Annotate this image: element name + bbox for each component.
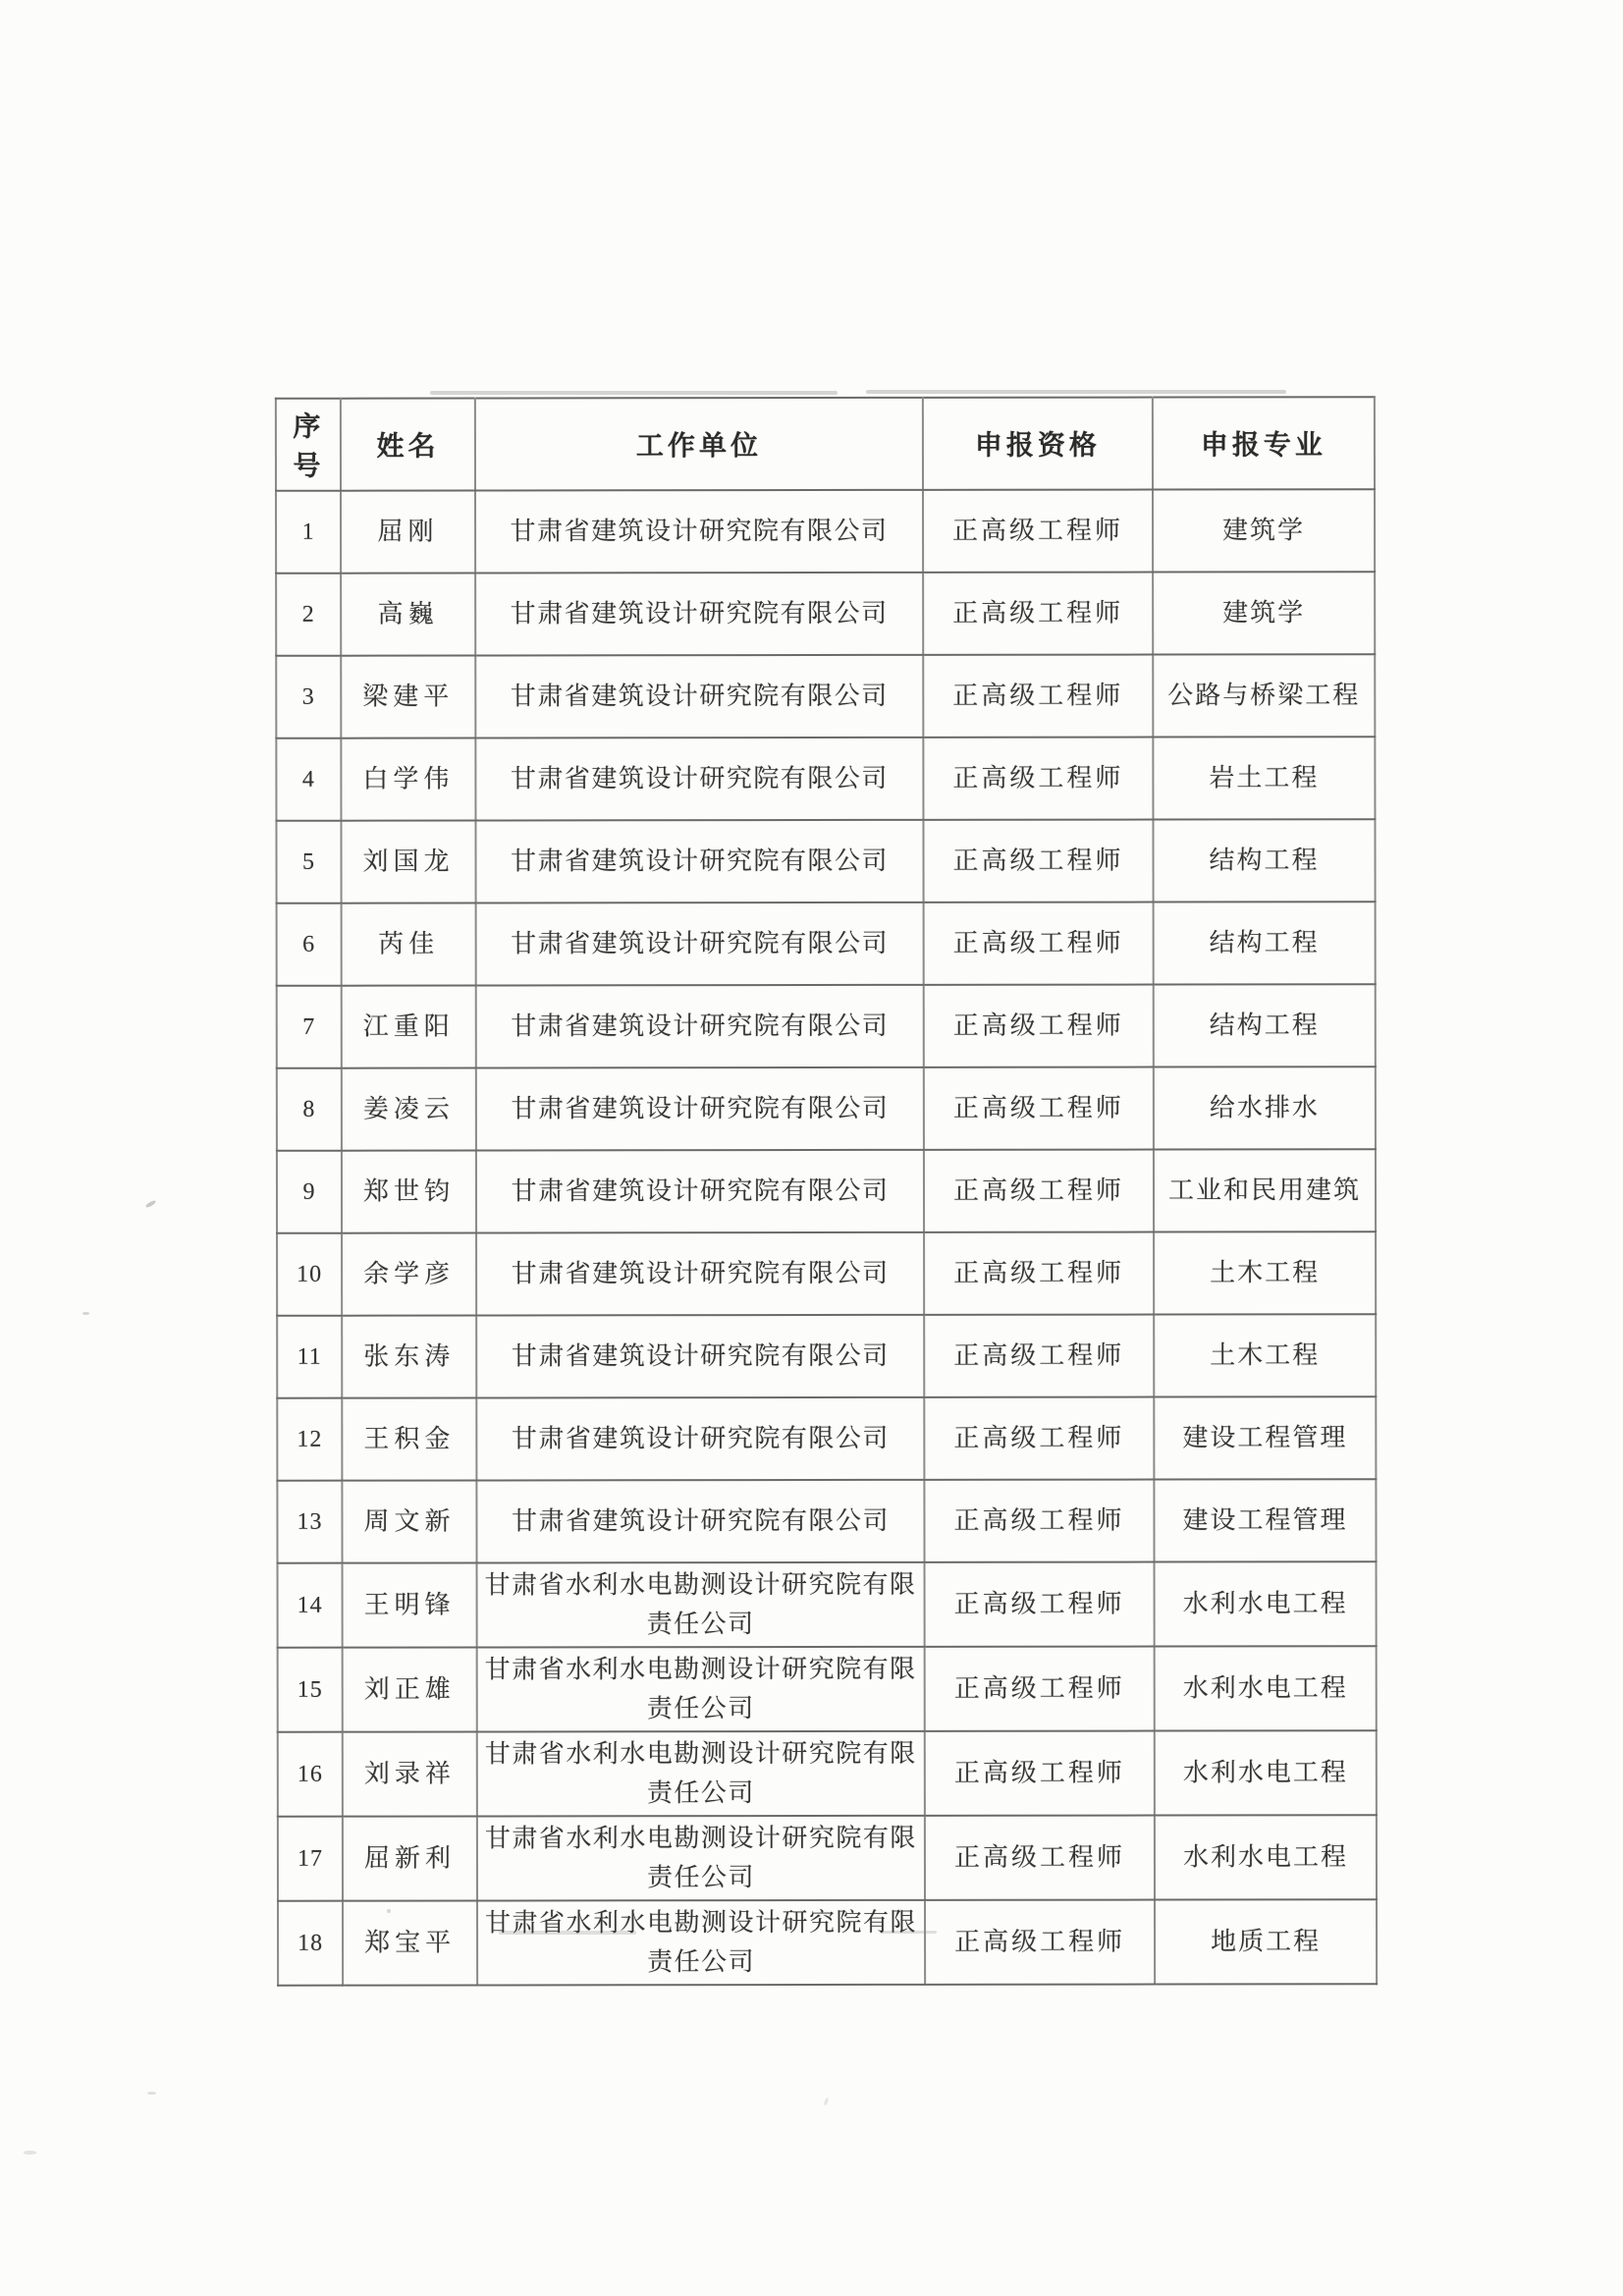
cell-work-unit: 甘肃省建筑设计研究院有限公司: [476, 1315, 924, 1398]
table-row: [278, 1561, 1377, 1648]
cell-qualification: 正高级工程师: [924, 1150, 1154, 1232]
header-work-unit: 工作单位: [475, 398, 923, 491]
cell-major: 给水排水: [1154, 1066, 1376, 1149]
cell-name: 屈新利: [343, 1816, 477, 1900]
cell-work-unit: 甘肃省建筑设计研究院有限公司: [476, 1232, 924, 1316]
cell-major: 建设工程管理: [1154, 1479, 1376, 1561]
cell-seq: 1: [276, 491, 341, 574]
cell-name: 江重阳: [342, 985, 476, 1067]
cell-qualification: 正高级工程师: [923, 820, 1153, 902]
scan-speck: [147, 2092, 156, 2095]
cell-qualification: 正高级工程师: [923, 573, 1153, 655]
cell-major: 建筑学: [1153, 572, 1375, 654]
cell-name: 刘录祥: [343, 1731, 477, 1816]
cell-name: 姜凌云: [342, 1067, 476, 1150]
table-row: [278, 1646, 1377, 1732]
header-seq: 序号: [276, 399, 341, 491]
table-row: [277, 1396, 1376, 1481]
header-qualification: 申报资格: [923, 398, 1153, 490]
cell-name: 张东涛: [342, 1315, 476, 1397]
cell-name: 余学彦: [342, 1232, 476, 1315]
cell-seq: 3: [276, 656, 341, 738]
table-row: [278, 1815, 1377, 1901]
cell-seq: 17: [278, 1817, 343, 1901]
cell-seq: 4: [276, 738, 341, 821]
cell-seq: 6: [277, 903, 342, 986]
table-row: [278, 1730, 1377, 1817]
table-row: [277, 902, 1376, 986]
cell-major: 地质工程: [1155, 1899, 1377, 1984]
header-name: 姓名: [341, 398, 475, 490]
scan-speck: [824, 2098, 830, 2106]
cell-qualification: 正高级工程师: [925, 1900, 1155, 1985]
cell-seq: 12: [277, 1398, 342, 1481]
cell-work-unit: 甘肃省建筑设计研究院有限公司: [475, 573, 923, 656]
cell-qualification: 正高级工程师: [925, 1562, 1155, 1647]
scan-speck: [24, 2151, 36, 2155]
cell-seq: 7: [277, 986, 342, 1068]
cell-name: 屈刚: [341, 490, 475, 573]
cell-name: 芮佳: [342, 902, 476, 985]
table-row: [277, 1314, 1376, 1398]
cell-work-unit: 甘肃省建筑设计研究院有限公司: [475, 820, 923, 903]
cell-seq: 16: [278, 1732, 343, 1817]
cell-qualification: 正高级工程师: [925, 1647, 1155, 1731]
cell-qualification: 正高级工程师: [923, 738, 1153, 820]
cell-work-unit: 甘肃省建筑设计研究院有限公司: [476, 902, 924, 986]
cell-major: 水利水电工程: [1155, 1561, 1377, 1646]
cell-name: 梁建平: [341, 655, 475, 738]
cell-major: 结构工程: [1154, 984, 1376, 1066]
cell-qualification: 正高级工程师: [925, 1816, 1155, 1900]
cell-name: 郑世钧: [342, 1150, 476, 1232]
scan-artifact-top-line: [430, 391, 838, 395]
applicant-roster-table: [275, 396, 1378, 1987]
table-row: [276, 489, 1375, 574]
cell-name: 王明锋: [343, 1562, 477, 1647]
cell-qualification: 正高级工程师: [924, 902, 1154, 985]
table-row: [277, 1231, 1376, 1316]
cell-qualification: 正高级工程师: [924, 1232, 1154, 1315]
cell-work-unit: 甘肃省水利水电勘测设计研究院有限责任公司: [477, 1562, 925, 1648]
cell-seq: 5: [276, 821, 341, 903]
scan-speck: [145, 1200, 157, 1209]
cell-name: 白学伟: [341, 738, 475, 820]
cell-major: 岩土工程: [1153, 737, 1375, 819]
cell-major: 建设工程管理: [1154, 1396, 1376, 1479]
cell-seq: 10: [277, 1233, 342, 1316]
cell-seq: 2: [276, 574, 341, 656]
cell-seq: 15: [278, 1648, 343, 1732]
cell-work-unit: 甘肃省水利水电勘测设计研究院有限责任公司: [477, 1647, 925, 1732]
cell-qualification: 正高级工程师: [924, 1480, 1154, 1562]
cell-seq: 11: [277, 1316, 342, 1398]
cell-qualification: 正高级工程师: [924, 1397, 1154, 1480]
table-row: [277, 1479, 1376, 1563]
cell-qualification: 正高级工程师: [924, 985, 1154, 1067]
cell-work-unit: 甘肃省水利水电勘测设计研究院有限责任公司: [477, 1816, 925, 1901]
cell-seq: 13: [277, 1481, 342, 1563]
cell-work-unit: 甘肃省建筑设计研究院有限公司: [475, 490, 923, 574]
table-row: [277, 1149, 1376, 1233]
scan-speck: [82, 1312, 89, 1315]
table-row: [277, 1066, 1376, 1151]
cell-seq: 8: [277, 1068, 342, 1151]
table-row: [276, 572, 1375, 656]
cell-name: 高巍: [341, 573, 475, 655]
table-row: [276, 654, 1375, 738]
cell-work-unit: 甘肃省水利水电勘测设计研究院有限责任公司: [477, 1900, 925, 1986]
cell-work-unit: 甘肃省水利水电勘测设计研究院有限责任公司: [477, 1731, 925, 1817]
cell-work-unit: 甘肃省建筑设计研究院有限公司: [475, 655, 923, 738]
header-row: [276, 397, 1375, 491]
cell-major: 建筑学: [1153, 489, 1375, 572]
cell-qualification: 正高级工程师: [925, 1731, 1155, 1816]
cell-name: 周文新: [342, 1480, 476, 1562]
cell-seq: 18: [278, 1901, 343, 1986]
cell-name: 王积金: [342, 1397, 476, 1480]
cell-major: 结构工程: [1154, 902, 1376, 984]
cell-major: 水利水电工程: [1155, 1730, 1377, 1815]
cell-major: 土木工程: [1154, 1314, 1376, 1396]
table-row: [278, 1899, 1377, 1986]
scan-artifact-top-line: [866, 390, 1286, 394]
cell-major: 土木工程: [1154, 1231, 1376, 1314]
cell-qualification: 正高级工程师: [924, 1067, 1154, 1150]
cell-work-unit: 甘肃省建筑设计研究院有限公司: [476, 985, 924, 1068]
cell-major: 公路与桥梁工程: [1153, 654, 1375, 737]
table-row: [276, 819, 1375, 903]
cell-qualification: 正高级工程师: [924, 1315, 1154, 1397]
cell-work-unit: 甘肃省建筑设计研究院有限公司: [476, 1397, 924, 1481]
table-row: [276, 737, 1375, 821]
cell-major: 结构工程: [1153, 819, 1375, 902]
header-major: 申报专业: [1153, 397, 1375, 489]
cell-seq: 14: [278, 1563, 343, 1648]
cell-name: 刘国龙: [341, 820, 475, 902]
cell-work-unit: 甘肃省建筑设计研究院有限公司: [476, 1480, 924, 1563]
cell-major: 水利水电工程: [1155, 1815, 1377, 1899]
cell-major: 水利水电工程: [1155, 1646, 1377, 1730]
cell-work-unit: 甘肃省建筑设计研究院有限公司: [476, 1067, 924, 1151]
table-row: [277, 984, 1376, 1068]
cell-qualification: 正高级工程师: [923, 490, 1153, 573]
cell-name: 刘正雄: [343, 1647, 477, 1731]
cell-major: 工业和民用建筑: [1154, 1149, 1376, 1231]
cell-qualification: 正高级工程师: [923, 655, 1153, 738]
cell-work-unit: 甘肃省建筑设计研究院有限公司: [476, 1150, 924, 1233]
cell-work-unit: 甘肃省建筑设计研究院有限公司: [475, 738, 923, 821]
cell-seq: 9: [277, 1151, 342, 1233]
cell-name: 郑宝平: [343, 1900, 477, 1985]
